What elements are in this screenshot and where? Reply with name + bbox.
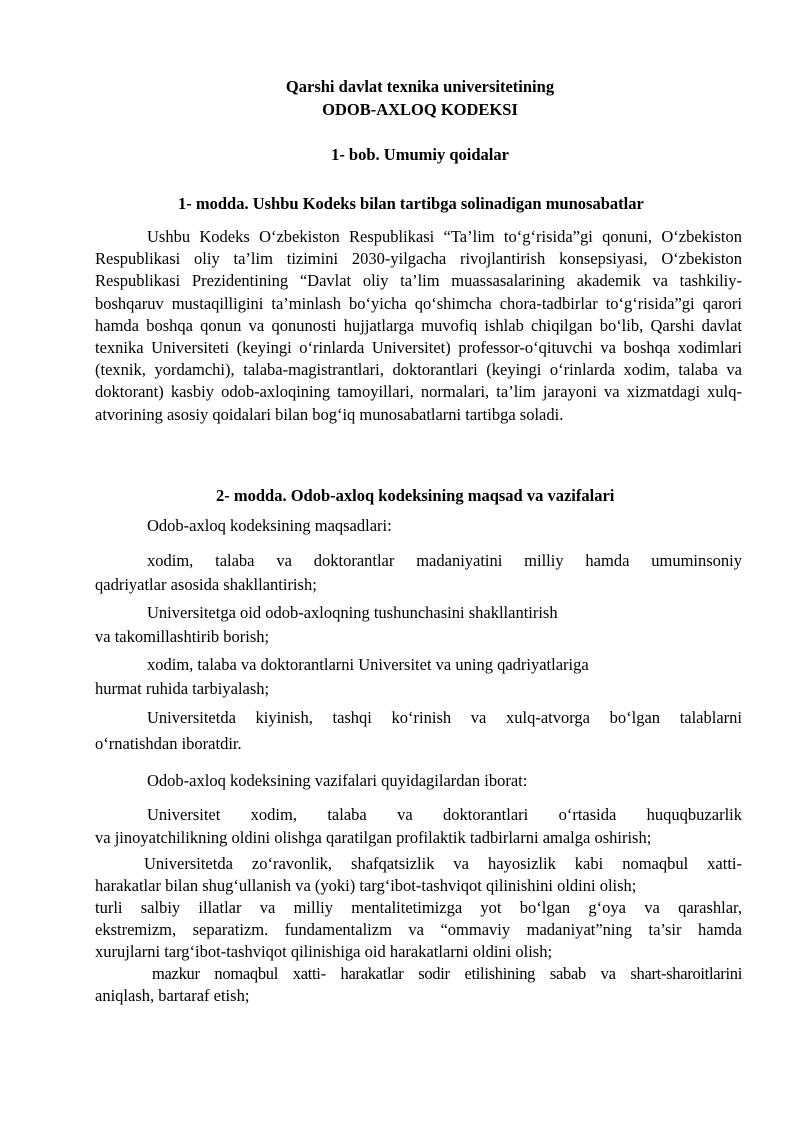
task3-line3: xurujlarni targ‘ibot-tashviqot qilinishiga oid harakatlarni oldini olish; [95,942,553,961]
tasks-title: Odob-axloq kodeksining vazifalari quyidagilardan iborat: [147,771,528,790]
goal2-line2: va takomillashtirib borish; [95,627,270,646]
goal1-line1: xodim, talaba va doktorantlar madaniyatini milliy hamda umuminsoniy [147,551,742,570]
task4-line2: aniqlash, bartaraf etish; [95,986,250,1005]
chapter-heading: 1- bob. Umumiy qoidalar [331,145,509,164]
goal2-line1: Universitetga oid odob-axloqning tushunchasini shakllantirish [147,603,558,622]
article2-heading: 2- modda. Odob-axloq kodeksining maqsad va vazifalari [216,486,615,505]
task4-line1: mazkur nomaqbul xatti- harakatlar sodir etilishining sabab va shart-sharoitlarini [152,964,742,983]
goal1-line2: qadriyatlar asosida shakllantirish; [95,575,317,594]
goal3-line2: hurmat ruhida tarbiyalash; [95,679,270,698]
goal4-line1: Universitetda kiyinish, tashqi ko‘rinish va xulq-atvorga bo‘lgan talablarni [147,708,742,727]
task1-line2: va jinoyatchilikning oldini olishga qaratilgan profilaktik tadbirlarni amalga oshirish; [95,828,652,847]
document-title-line1: Qarshi davlat texnika universitetining [285,77,555,96]
task3-line2: ekstremizm, separatizm. fundamentalizm va “ommaviy madaniyat”ning ta’sir hamda [95,920,742,939]
article1-paragraph: Ushbu Kodeks O‘zbekiston Respublikasi “Ta’lim to‘g‘risida”gi qonuni, O‘zbekiston Respublikasi oliy ta’lim tizimini 2030-yilgacha rivojlantirish konsepsiyasi, O‘zbekiston Respublikasi Prezidentining “Davlat oliy ta’lim muassasalarining akademik va tashkiliy-boshqaruv mustaqilligini ta’minlash bo‘yicha qo‘shimcha chora-tadbirlar to‘g‘risida”gi qarori hamda boshqa qonun va qonunosti hujjatlarga muvofiq ishlab chiqilgan bo‘lib, Qarshi davlat texnika Universiteti (keyingi o‘rinlarda Universitet) professor-o‘qituvchi va boshqa xodimlari (texnik, yordamchi), talaba-magistrantlari, doktorantlari (keyingi o‘rinlarda xodim, talaba va doktorant) kasbiy odob-axloqining tamoyillari, normalari, ta’lim jarayoni va xizmatdagi xulq-atvorining asosiy qoidalari bilan bog‘iq munosabatlarni tartibga soladi. [95,227,742,424]
goals-title: Odob-axloq kodeksining maqsadlari: [147,516,392,535]
article1-heading: 1- modda. Ushbu Kodeks bilan tartibga solinadigan munosabatlar [178,194,644,213]
task3-line1: turli salbiy illatlar va milliy mentalitetimizga yot bo‘lgan g‘oya va qarashlar, [95,898,742,917]
document-title-line2: ODOB-AXLOQ KODEKSI [322,100,518,119]
goal4-line2: o‘rnatishdan iboratdir. [95,734,242,753]
goal3-line1: xodim, talaba va doktorantlarni Universitet va uning qadriyatlariga [147,655,589,674]
task2-line1: Universitetda zo‘ravonlik, shafqatsizlik va hayosizlik kabi nomaqbul xatti- [144,854,742,873]
task1-line1: Universitet xodim, talaba va doktorantlari o‘rtasida huquqbuzarlik [147,805,742,824]
task2-line2: harakatlar bilan shug‘ullanish va (yoki) targ‘ibot-tashviqot qilinishini oldini olish; [95,876,637,895]
